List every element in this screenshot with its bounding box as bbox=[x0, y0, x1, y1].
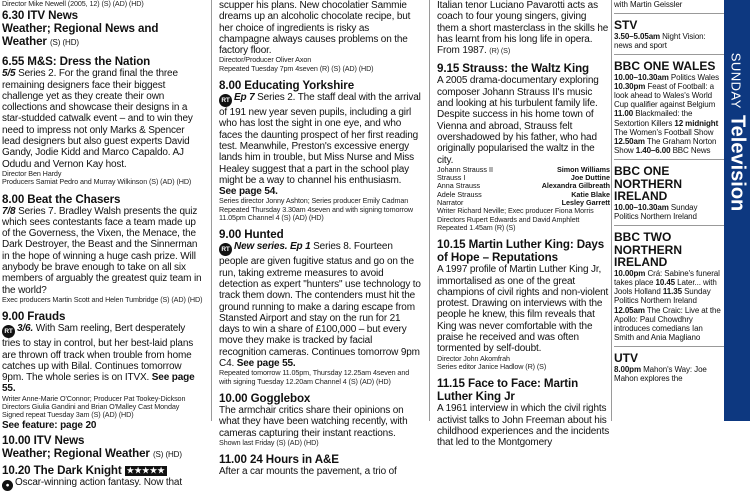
programme-description: RT New series. Ep 1 Series 8. Fourteen people are given fugitive status and go on the run, taking extreme measures to avoid detection as expert "hunters" use technology to track them down. The contenders must hit the ground running to make a daring escape from Stansted Airport and stay on the run for 21 days to win a share of £100,000 – but every move they make is tracked by facial recognition cameras. Continues tomorrow 9pm C4. See page 55. bbox=[219, 241, 421, 370]
listing-column-3 bbox=[437, 0, 610, 449]
programme-title: 9.00 Frauds bbox=[2, 310, 66, 324]
programme-title: 10.15 Martin Luther King: Days of Hope – Reputations bbox=[437, 238, 605, 265]
programme-subtitle: Weather; Regional Weather (S) (HD) bbox=[2, 446, 182, 460]
programme-title: 9.00 Hunted bbox=[219, 228, 284, 242]
programme-title: 10.20 The Dark Knight ★★★★★ bbox=[2, 463, 166, 477]
programme-description: A 2005 drama-documentary exploring composer Johann Strauss II's music and looking at his turbulent family life. Despite success in his home town of Vienna and abroad, Strauss felt overshadowed by his father, who had originally popularised the waltz in the city. bbox=[437, 75, 599, 166]
column-divider bbox=[429, 0, 430, 421]
programme-title: 10.00 ITV News bbox=[2, 433, 85, 447]
credit: with signing Tuesday 12.20am Channel 4 (S) (AD) (HD) bbox=[219, 376, 391, 386]
cast-row: Narrator Lesley Garrett bbox=[437, 198, 610, 208]
regional-listing: with Martin Geissler bbox=[614, 0, 683, 9]
programme-description: Italian tenor Luciano Pavarotti acts as coach to four young singers, giving them a short masterclass in the skills he has learnt from his long life in opera. From 1987. (R) (S) bbox=[437, 0, 609, 57]
programme-description: RT 3/6. With Sam reeling, Bert desperately tries to stay in control, but her best-laid plans are thrown off track when trouble from home catches up with Bilal. Continues tomorrow 9pm. The whole series is on ITVX. See page 55. bbox=[2, 323, 195, 395]
channel-name-bbc-one-wales: BBC ONE WALES bbox=[614, 59, 716, 74]
credit: Director/Producer Oliver Axon bbox=[219, 55, 312, 65]
credit: Repeated tomorrow 11.05pm, Thursday 12.25am 4seven and bbox=[219, 368, 410, 378]
programme-description: scupper his plans. New chocolatier Sammie dreams up an alcoholic chocolate recipe, but her choice of ingredients is risky as champagne always causes problems on the factory floor. bbox=[219, 0, 411, 57]
programme-description: ● Oscar-winning action fantasy. Now that bbox=[2, 477, 204, 491]
credit: Series director Jonny Ashton; Series producer Emily Cadman bbox=[219, 196, 409, 206]
credit: Director Ben Hardy bbox=[2, 168, 62, 178]
programme-description: A 1961 interview in which the civil rights activist talks to John Freeman about his childhood experiences and the incidents that led to the Montgomery bbox=[437, 403, 610, 449]
credit: Series editor Janice Hadlow (R) (S) bbox=[437, 361, 547, 371]
channel-name-stv: STV bbox=[614, 18, 638, 33]
credit: Directors Rupert Edwards and David Amphlett bbox=[437, 214, 580, 224]
credit: Repeated 1.45am (R) (S) bbox=[437, 222, 516, 232]
credit: Director Mike Newell (2005, 12) (S) (AD) (HD) bbox=[2, 0, 144, 8]
regional-listing: 10.00pm Crá: Sabine's funeral takes place 10.45 Later... with Jools Holland 11.35 Sunday Politics Northern Ireland 12.05am The Craic: Live at the Apollo: Paul Chowdhry introduces comedians Ian Smith and Ania Magliano bbox=[614, 268, 721, 343]
radio-times-choice-badge: RT bbox=[219, 243, 232, 256]
programme-subtitle: Weather; Regional News and Weather (S) (HD) bbox=[2, 22, 159, 49]
channel-name-bbc-two-ni: BBC TWO NORTHERN IRELAND bbox=[614, 230, 682, 270]
programme-title: 6.55 M&S: Dress the Nation bbox=[2, 55, 151, 69]
regional-listing: 10.00–10.30am Politics Wales 10.30pm Feast of Football: a look ahead to Wales's World Cup qualifier against Belgium 11.00 Blackmailed: the Sextortion Killers 12 midnight The Women's Football Show 12.50am The Graham Norton Show 1.40–6.00 BBC News bbox=[614, 72, 719, 156]
section-side-tab bbox=[724, 0, 750, 421]
cast-list bbox=[437, 166, 610, 207]
section-rule bbox=[614, 13, 724, 14]
day-label: SUNDAY bbox=[728, 52, 744, 109]
column-divider bbox=[611, 0, 612, 421]
credit: Directors Giulia Gandini and Brian O'Malley Cast Monday bbox=[2, 402, 180, 412]
regional-listing: 8.00pm Mahon's Way: Joe Mahon explores the bbox=[614, 364, 707, 384]
credit: 11.05pm Channel 4 (S) (AD) (HD) bbox=[219, 213, 324, 223]
column-divider bbox=[211, 0, 212, 421]
credit: Producers Samiat Pedro and Murray Wilkinson (S) (AD) (HD) bbox=[2, 177, 192, 187]
section-title: Television bbox=[726, 114, 749, 212]
section-rule bbox=[614, 346, 724, 347]
programme-title: 8.00 Beat the Chasers bbox=[2, 192, 121, 206]
programme-description: After a car mounts the pavement, a trio of bbox=[219, 466, 397, 478]
section-label bbox=[726, 53, 749, 212]
cast-row: Strauss I Joe Duttine bbox=[437, 173, 610, 183]
radio-times-choice-badge: RT bbox=[2, 325, 15, 338]
section-rule bbox=[614, 225, 724, 226]
programme-description: 7/8 Series 7. Bradley Walsh presents the quiz which sees contestants face a team made up of the Governess, the Vixen, the Menace, the Dark Destroyer, the Beast and the Sinnerman in the hope of winning a huge cash prize. Will anybody be brave enough to take on all six members of arguably the greatest quiz team in the world? bbox=[2, 205, 202, 296]
section-rule bbox=[614, 159, 724, 160]
programme-description: 5/5 Series 2. For the grand final the three remaining designers face their biggest challenge yet as they create their own collections and showcase their designs in a star-studded catwalk event – and to win they need to impress not only Marks & Spencer lead designers but also guest experts David Gandy, Jodie Kidd and Marco Capaldo. AJ Odudu and Vernon Kay host. bbox=[2, 68, 193, 170]
credit: Exec producers Martin Scott and Helen Tumbridge (S) (AD) (HD) bbox=[2, 294, 203, 304]
cast-row: Adele Strauss Katie Blake bbox=[437, 189, 610, 199]
cast-row: Johann Strauss II Simon Williams bbox=[437, 164, 610, 174]
listing-column-1 bbox=[2, 0, 204, 489]
credit: Repeated Thursday 3.30am 4seven and with signing tomorrow bbox=[219, 204, 413, 214]
star-rating: ★★★★★ bbox=[126, 465, 166, 475]
regional-variations-column bbox=[614, 0, 724, 421]
credit: Writer Anne-Marie O'Connor; Producer Pat Tookey-Dickson bbox=[2, 393, 186, 403]
programme-description: RT Ep 7 Series 2. The staff deal with the arrival of 191 new year seven pupils, including a girl who has lost the sight in one eye, and who faces the daunting prospect of her first reading test. Meanwhile, Preston's excessive energy lands him in trouble, but Miss Nurse and Miss Healey suggest that a part in the school play might be a way to channel his enthusiasm. See page 54. bbox=[219, 92, 421, 198]
channel-name-bbc-one-ni: BBC ONE NORTHERN IRELAND bbox=[614, 164, 682, 204]
credit: Signed repeat Tuesday 3am (S) (AD) (HD) bbox=[2, 410, 134, 420]
credit: Repeated Tuesday 7pm 4seven (R) (S) (AD) (HD) bbox=[219, 63, 374, 73]
channel-name-utv: UTV bbox=[614, 351, 638, 366]
credit: Shown last Friday (S) (AD) (HD) bbox=[219, 437, 319, 447]
regional-listing: 10.00–10.30am Sunday Politics Northern Ireland bbox=[614, 202, 698, 222]
programme-title: 11.15 Face to Face: Martin Luther King Jr bbox=[437, 377, 579, 404]
credit: Director John Akomfrah bbox=[437, 353, 510, 363]
programme-description: The armchair critics share their opinions on what they have been watching recently, with cameras capturing their instant reactions. bbox=[219, 404, 408, 439]
credit: Writer Richard Neville; Exec producer Fiona Morris bbox=[437, 206, 594, 216]
programme-title: 6.30 ITV News bbox=[2, 9, 79, 23]
programme-title: 11.00 24 Hours in A&E bbox=[219, 453, 339, 467]
cast-row: Anna Strauss Alexandra Gilbreath bbox=[437, 181, 610, 191]
film-icon: ● bbox=[2, 480, 13, 491]
programme-title: 8.00 Educating Yorkshire bbox=[219, 79, 355, 93]
regional-listing: 3.50–5.05am Night Vision: news and sport bbox=[614, 31, 706, 50]
radio-times-choice-badge: RT bbox=[219, 94, 232, 107]
programme-title: 9.15 Strauss: the Waltz King bbox=[437, 62, 590, 76]
programme-description: A 1997 profile of Martin Luther King Jr, immortalised as one of the great champions of civil rights and non-violent protest. Drawing on interviews with the people he knew, this film reveals that King was never comfortable with the praise he received and was often tormented by self-doubt. bbox=[437, 264, 609, 355]
section-rule bbox=[614, 54, 724, 55]
programme-title: 10.00 Gogglebox bbox=[219, 391, 311, 405]
feature-reference: See feature: page 20 bbox=[2, 419, 97, 431]
listing-column-2 bbox=[219, 0, 421, 478]
